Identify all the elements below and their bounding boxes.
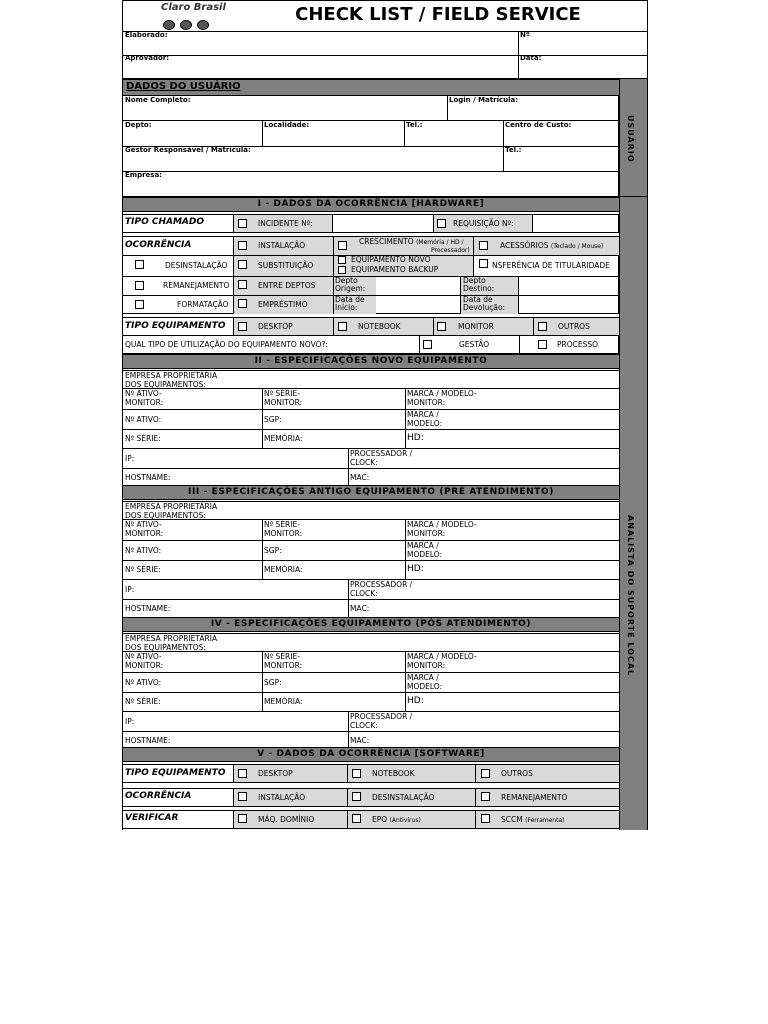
mac-label: MAC: xyxy=(350,604,370,613)
page-title: CHECK LIST / FIELD SERVICE xyxy=(295,4,581,25)
hd-field-3[interactable] xyxy=(405,560,620,580)
hostname-label: HOSTNAME: xyxy=(125,736,171,745)
empresa-field[interactable] xyxy=(123,171,619,197)
marca-monitor-label: MARCA / MODELO-MONITOR: xyxy=(407,652,477,670)
formatacao-checkbox[interactable] xyxy=(135,300,144,309)
sw-verificar-label: VERIFICAR xyxy=(125,813,179,823)
crescimento-label: CRESCIMENTO (Memória / HD / xyxy=(359,237,464,246)
incidente-label: INCIDENTE Nº: xyxy=(258,219,313,228)
memoria-label: MEMÓRIA: xyxy=(264,697,303,706)
marca-label: MARCA / MODELO: xyxy=(407,673,443,691)
serie-label: Nº SÉRIE: xyxy=(125,565,161,574)
equip-backup-checkbox[interactable] xyxy=(338,266,346,274)
sw-instalacao-checkbox[interactable] xyxy=(238,792,247,801)
section-5-title: V - DADOS DA OCORRÊNCIA [SOFTWARE] xyxy=(123,747,619,762)
localidade-label: Localidade: xyxy=(264,121,310,129)
sw-notebook-label: NOTEBOOK xyxy=(372,769,415,778)
processador-label: PROCESSADOR / CLOCK: xyxy=(350,712,413,730)
hd-label: HD: xyxy=(407,696,424,706)
centro-label: Centro de Custo: xyxy=(505,121,572,129)
serie-monitor-label: Nº SÉRIE-MONITOR: xyxy=(264,520,303,538)
marca-label: MARCA / MODELO: xyxy=(407,541,443,559)
entre-deptos-label: ENTRE DEPTOS xyxy=(258,281,316,290)
mac-label: MAC: xyxy=(350,473,370,482)
qual-tipo-label: QUAL TIPO DE UTILIZAÇÃO DO EQUIPAMENTO NOVO?: xyxy=(125,340,328,349)
notebook-label: NOTEBOOK xyxy=(358,322,401,331)
data-label: Data: xyxy=(520,54,542,62)
sw-remanejamento-checkbox[interactable] xyxy=(481,792,490,801)
equip-novo-checkbox[interactable] xyxy=(338,256,346,264)
instalacao-label: INSTALAÇÃO xyxy=(258,241,306,250)
marca-monitor-label: MARCA / MODELO-MONITOR: xyxy=(407,520,477,538)
gestao-label: GESTÃO xyxy=(459,340,490,349)
depto-label: Depto: xyxy=(125,121,152,129)
sw-desinstalacao-label: DESINSTALAÇÃO xyxy=(372,793,435,802)
aprovador-field[interactable] xyxy=(123,55,519,79)
sccm-label: SCCM (Ferramenta) xyxy=(501,815,565,824)
sw-desktop-checkbox[interactable] xyxy=(238,769,247,778)
depto-origem-label: Depto Origem: xyxy=(335,276,366,293)
ip-label: IP: xyxy=(125,585,135,594)
hd-field-2[interactable] xyxy=(405,429,620,449)
marca-label: MARCA / MODELO: xyxy=(407,410,443,428)
sw-ocorrencia-label: OCORRÊNCIA xyxy=(125,791,192,801)
maq-dominio-checkbox[interactable] xyxy=(238,814,247,823)
desktop-checkbox[interactable] xyxy=(238,322,247,331)
emprestimo-label: EMPRÉSTIMO xyxy=(258,300,308,309)
equip-novo-label: EQUIPAMENTO NOVO xyxy=(351,255,431,264)
numero-label: Nº xyxy=(520,31,530,39)
incidente-checkbox[interactable] xyxy=(238,219,247,228)
nome-label: Nome Completo: xyxy=(125,96,191,104)
side-column xyxy=(619,79,647,830)
sw-outros-checkbox[interactable] xyxy=(481,769,490,778)
desinstalacao-checkbox[interactable] xyxy=(135,260,144,269)
hd-label: HD: xyxy=(407,433,424,443)
memoria-label: MEMÓRIA: xyxy=(264,565,303,574)
usuario-caption: USUÁRIO xyxy=(626,115,635,163)
monitor-label: MONITOR xyxy=(458,322,494,331)
ativo-label: Nº ATIVO: xyxy=(125,415,162,424)
sgp-field-3[interactable] xyxy=(262,540,406,561)
sw-remanejamento-label: REMANEJAMENTO xyxy=(501,793,568,802)
marca-monitor-label: MARCA / MODELO-MONITOR: xyxy=(407,389,477,407)
requisicao-checkbox[interactable] xyxy=(437,219,446,228)
section-2-title: II - ESPECIFICAÇÕES NOVO EQUIPAMENTO xyxy=(123,354,619,369)
ativo-monitor-label: Nº ATIVO-MONITOR: xyxy=(125,652,164,670)
mac-label: MAC: xyxy=(350,736,370,745)
hostname-label: HOSTNAME: xyxy=(125,604,171,613)
memoria-label: MEMÓRIA: xyxy=(264,434,303,443)
ativo-monitor-label: Nº ATIVO-MONITOR: xyxy=(125,520,164,538)
claro-logo: Claro Brasil xyxy=(161,2,231,30)
data-inicio-label: Data de Início: xyxy=(335,295,365,312)
incidente-input[interactable] xyxy=(333,215,433,232)
desinstalacao-label: DESINSTALAÇÃO xyxy=(165,261,228,270)
sccm-checkbox[interactable] xyxy=(481,814,490,823)
data-devolucao-label: Data de Devolução: xyxy=(463,295,506,312)
section-4-title: IV - ESPECIFICAÇÕES EQUIPAMENTO (PÓS ATENDIMENTO) xyxy=(123,617,619,632)
sw-tipo-equipamento-label: TIPO EQUIPAMENTO xyxy=(125,768,226,778)
ip-label: IP: xyxy=(125,717,135,726)
usuario-title: DADOS DO USUÁRIO xyxy=(126,81,241,92)
checklist-form xyxy=(122,0,648,830)
numero-field[interactable] xyxy=(518,32,647,56)
notebook-checkbox[interactable] xyxy=(338,322,347,331)
monitor-checkbox[interactable] xyxy=(437,322,446,331)
empresa-proprietaria-label: EMPRESA PROPRIETÁRIA DOS EQUIPAMENTOS: xyxy=(125,371,218,389)
tipo-chamado-label: TIPO CHAMADO xyxy=(125,217,205,227)
processador-label: PROCESSADOR / CLOCK: xyxy=(350,580,413,598)
sw-outros-label: OUTROS xyxy=(501,769,533,778)
ativo-monitor-label: Nº ATIVO-MONITOR: xyxy=(125,389,164,407)
empresa-label: Empresa: xyxy=(125,171,162,179)
maq-dominio-label: MÁQ. DOMÍNIO xyxy=(258,815,315,824)
sgp-field-2[interactable] xyxy=(262,409,406,430)
processo-checkbox[interactable] xyxy=(538,340,547,349)
transferencia-label: NSFERÊNCIA DE TITULARIDADE xyxy=(492,261,610,270)
serie-label: Nº SÉRIE: xyxy=(125,434,161,443)
aprovador-label: Aprovador: xyxy=(125,54,170,62)
sgp-label: SGP: xyxy=(264,678,282,687)
transferencia-checkbox[interactable] xyxy=(479,259,488,268)
sgp-label: SGP: xyxy=(264,415,282,424)
ip-field-2[interactable] xyxy=(123,448,349,469)
mac-field-3[interactable] xyxy=(348,599,620,619)
elaborado-label: Elaborado: xyxy=(125,31,168,39)
acessorios-checkbox[interactable] xyxy=(479,241,488,250)
desktop-label: DESKTOP xyxy=(258,322,293,331)
serie-monitor-label: Nº SÉRIE-MONITOR: xyxy=(264,652,303,670)
depto-destino-label: Depto Destino: xyxy=(463,276,495,293)
tel-label: Tel.: xyxy=(406,121,423,129)
epo-label: EPO (Antivírus) xyxy=(372,815,421,824)
sw-desinstalacao-checkbox[interactable] xyxy=(352,792,361,801)
login-label: Login / Matrícula: xyxy=(449,96,519,104)
remanejamento-label: REMANEJAMENTO xyxy=(163,281,230,290)
crescimento-checkbox[interactable] xyxy=(338,241,347,250)
crescimento-note: Processador) xyxy=(431,247,470,254)
sw-instalacao-label: INSTALAÇÃO xyxy=(258,793,306,802)
ip-label: IP: xyxy=(125,454,135,463)
emprestimo-checkbox[interactable] xyxy=(238,299,247,308)
ip-field-3[interactable] xyxy=(123,579,349,600)
instalacao-checkbox[interactable] xyxy=(238,241,247,250)
gestor-label: Gestor Responsável / Matrícula: xyxy=(125,146,251,154)
acessorios-label: ACESSÓRIOS (Teclado / Mouse) xyxy=(500,241,604,250)
processador-label: PROCESSADOR / CLOCK: xyxy=(350,449,413,467)
sw-desktop-label: DESKTOP xyxy=(258,769,293,778)
outros-checkbox[interactable] xyxy=(538,322,547,331)
tel2-label: Tel.: xyxy=(505,146,522,154)
processo-label: PROCESSO xyxy=(557,340,599,349)
empresa-proprietaria-label: EMPRESA PROPRIETÁRIA DOS EQUIPAMENTOS: xyxy=(125,634,218,652)
outros-label: OUTROS xyxy=(558,322,590,331)
substituicao-label: SUBSTITUIÇÃO xyxy=(258,261,314,270)
serie-monitor-label: Nº SÉRIE-MONITOR: xyxy=(264,389,303,407)
section-3-title: III - ESPECIFICAÇÕES ANTIGO EQUIPAMENTO (PRÉ ATENDIMENTO) xyxy=(123,485,619,500)
formatacao-label: FORMATAÇÃO xyxy=(177,300,229,309)
hd-label: HD: xyxy=(407,564,424,574)
analista-caption: ANALISTA DO SUPORTE LOCAL xyxy=(626,515,635,677)
ocorrencia-label: OCORRÊNCIA xyxy=(125,240,192,250)
ip-field-4[interactable] xyxy=(123,711,349,732)
ativo-label: Nº ATIVO: xyxy=(125,546,162,555)
sw-notebook-checkbox[interactable] xyxy=(352,769,361,778)
sgp-field-4[interactable] xyxy=(262,672,406,693)
substituicao-checkbox[interactable] xyxy=(238,260,247,269)
hd-field-4[interactable] xyxy=(405,692,620,712)
remanejamento-checkbox[interactable] xyxy=(135,281,144,290)
epo-checkbox[interactable] xyxy=(352,814,361,823)
empresa-proprietaria-label: EMPRESA PROPRIETÁRIA DOS EQUIPAMENTOS: xyxy=(125,502,218,520)
entre-deptos-checkbox[interactable] xyxy=(238,280,247,289)
elaborado-field[interactable] xyxy=(123,32,519,56)
hostname-label: HOSTNAME: xyxy=(125,473,171,482)
serie-label: Nº SÉRIE: xyxy=(125,697,161,706)
equip-backup-label: EQUIPAMENTO BACKUP xyxy=(351,265,439,274)
tipo-equipamento-label: TIPO EQUIPAMENTO xyxy=(125,321,226,331)
gestao-checkbox[interactable] xyxy=(423,340,432,349)
ativo-label: Nº ATIVO: xyxy=(125,678,162,687)
requisicao-label: REQUISIÇÃO Nº: xyxy=(453,219,514,228)
section-1-title: I - DADOS DA OCORRÊNCIA [HARDWARE] xyxy=(123,197,619,212)
sgp-label: SGP: xyxy=(264,546,282,555)
